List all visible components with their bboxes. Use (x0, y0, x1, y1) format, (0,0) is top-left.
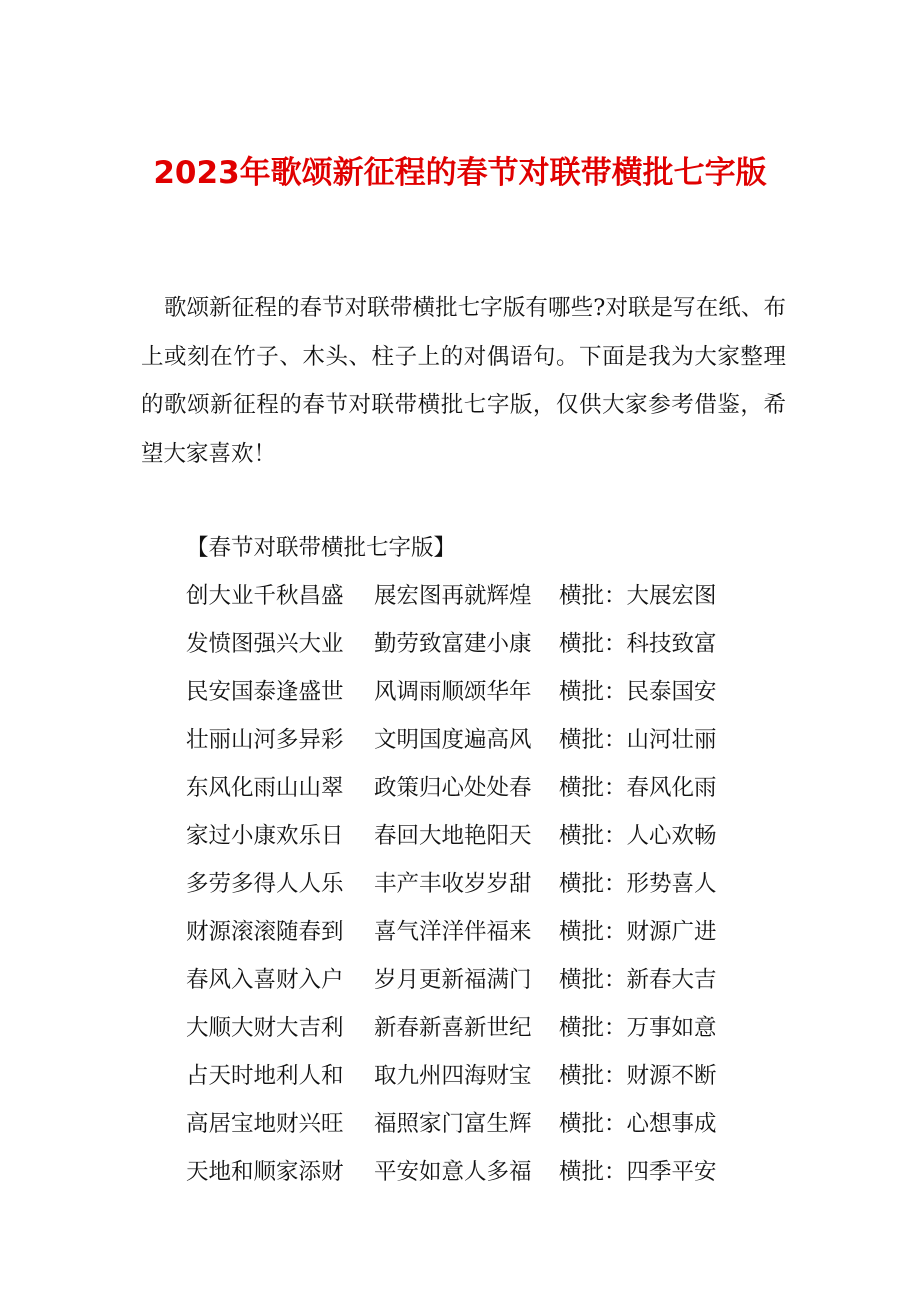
couplet-row (186, 908, 717, 956)
hengpi-text: 山河壮丽 (626, 727, 717, 753)
couplet-upper-line: 东风化雨山山翠 (186, 775, 344, 801)
couplet-lower-line: 政策归心处处春 (374, 775, 532, 801)
couplet-lower-line: 岁月更新福满门 (374, 967, 532, 993)
couplet-lower-line: 文明国度遍高风 (374, 727, 532, 753)
couplet-row (186, 1052, 717, 1100)
hengpi-text: 四季平安 (626, 1159, 717, 1185)
hengpi-text: 心想事成 (626, 1111, 717, 1137)
couplet-row (186, 1148, 717, 1196)
couplet-upper-line: 天地和顺家添财 (186, 1159, 344, 1185)
couplet-row (186, 716, 717, 764)
couplet-row (186, 1100, 717, 1148)
couplet-upper-line: 多劳多得人人乐 (186, 871, 344, 897)
couplet-upper-line: 财源滚滚随春到 (186, 919, 344, 945)
couplet-upper-line: 高居宝地财兴旺 (186, 1111, 344, 1137)
couplet-lower-line: 平安如意人多福 (374, 1159, 532, 1185)
hengpi-label: 横批： (559, 871, 627, 897)
couplet-lower-line: 取九州四海财宝 (374, 1063, 532, 1089)
hengpi-label: 横批： (559, 631, 627, 657)
hengpi-text: 新春大吉 (626, 967, 717, 993)
hengpi-text: 万事如意 (626, 1015, 717, 1041)
couplet-lower-line: 喜气洋洋伴福来 (374, 919, 532, 945)
couplet-row (186, 668, 717, 716)
couplet-row (186, 860, 717, 908)
hengpi-text: 大展宏图 (626, 583, 717, 609)
hengpi-text: 财源广进 (626, 919, 717, 945)
hengpi-label: 横批： (559, 583, 627, 609)
couplet-upper-line: 发愤图强兴大业 (186, 631, 344, 657)
couplet-row (186, 1004, 717, 1052)
couplet-row (186, 620, 717, 668)
couplet-row (186, 956, 717, 1004)
couplet-row (186, 764, 717, 812)
hengpi-text: 财源不断 (626, 1063, 717, 1089)
couplet-upper-line: 春风入喜财入户 (186, 967, 344, 993)
hengpi-label: 横批： (559, 919, 627, 945)
hengpi-label: 横批： (559, 1015, 627, 1041)
couplet-lower-line: 展宏图再就辉煌 (374, 583, 532, 609)
couplet-upper-line: 壮丽山河多异彩 (186, 727, 344, 753)
hengpi-label: 横批： (559, 775, 627, 801)
hengpi-label: 横批： (559, 1111, 627, 1137)
document-title: 2023年歌颂新征程的春节对联带横批七字版 (153, 155, 767, 191)
couplet-lower-line: 春回大地艳阳天 (374, 823, 532, 849)
hengpi-label: 横批： (559, 679, 627, 705)
couplet-section (186, 524, 717, 1196)
couplet-upper-line: 创大业千秋昌盛 (186, 583, 344, 609)
couplet-lower-line: 勤劳致富建小康 (374, 631, 532, 657)
couplet-upper-line: 家过小康欢乐日 (186, 823, 344, 849)
couplet-lower-line: 风调雨顺颂华年 (374, 679, 532, 705)
couplet-upper-line: 大顺大财大吉利 (186, 1015, 344, 1041)
hengpi-label: 横批： (559, 1063, 627, 1089)
section-heading: 【春节对联带横批七字版】 (186, 535, 457, 561)
couplet-row (186, 812, 717, 860)
hengpi-text: 人心欢畅 (626, 823, 717, 849)
intro-paragraph: 歌颂新征程的春节对联带横批七字版有哪些?对联是写在纸、布上或刻在竹子、木头、柱子上的对偶语句。下面是我为大家整理的歌颂新征程的春节对联带横批七字版，仅供大家参考借鉴，希望大家喜欢！ (141, 295, 786, 467)
couplet-upper-line: 民安国泰逢盛世 (186, 679, 344, 705)
hengpi-label: 横批： (559, 1159, 627, 1185)
hengpi-label: 横批： (559, 967, 627, 993)
couplet-list (186, 572, 717, 1196)
hengpi-text: 形势喜人 (626, 871, 717, 897)
hengpi-text: 民泰国安 (626, 679, 717, 705)
couplet-lower-line: 新春新喜新世纪 (374, 1015, 532, 1041)
hengpi-text: 春风化雨 (626, 775, 717, 801)
couplet-upper-line: 占天时地利人和 (186, 1063, 344, 1089)
couplet-lower-line: 福照家门富生辉 (374, 1111, 532, 1137)
hengpi-text: 科技致富 (626, 631, 717, 657)
couplet-row (186, 572, 717, 620)
couplet-lower-line: 丰产丰收岁岁甜 (374, 871, 532, 897)
hengpi-label: 横批： (559, 823, 627, 849)
hengpi-label: 横批： (559, 727, 627, 753)
